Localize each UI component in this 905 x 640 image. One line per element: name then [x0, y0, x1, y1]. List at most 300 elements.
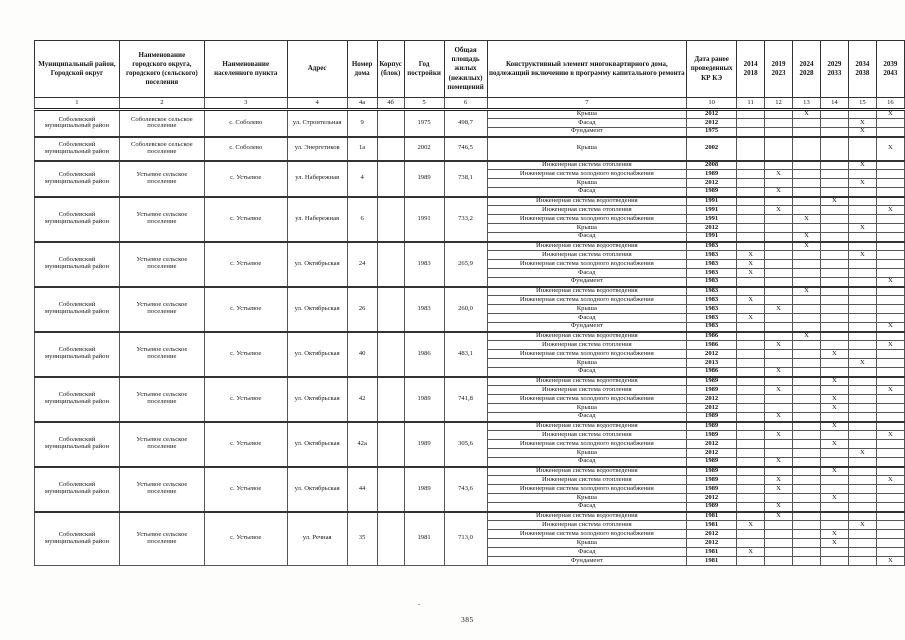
- period-mark-cell: [848, 260, 876, 269]
- period-mark-cell: [793, 395, 821, 404]
- period-mark-cell: X: [737, 251, 765, 260]
- period-mark-cell: [848, 557, 876, 566]
- period-mark-cell: [737, 359, 765, 368]
- period-mark-cell: X: [820, 467, 848, 476]
- period-mark-cell: [820, 278, 848, 287]
- locality-cell: с. Устьевое: [204, 512, 287, 566]
- repair-date-cell: 1991: [687, 197, 737, 206]
- period-mark-cell: [737, 503, 765, 512]
- period-mark-cell: [848, 494, 876, 503]
- repair-date-cell: 2008: [687, 161, 737, 170]
- period-mark-cell: [737, 197, 765, 206]
- period-mark-cell: [820, 386, 848, 395]
- repair-date-cell: 1989: [687, 170, 737, 179]
- period-mark-cell: [848, 512, 876, 521]
- period-mark-cell: [765, 521, 793, 530]
- period-mark-cell: [765, 548, 793, 557]
- structural-element-cell: Крыша: [487, 179, 687, 188]
- period-mark-cell: [820, 341, 848, 350]
- period-mark-cell: [793, 296, 821, 305]
- district-cell: Соболевский муниципальный район: [35, 512, 120, 566]
- period-mark-cell: X: [737, 296, 765, 305]
- repair-date-cell: 1991: [687, 215, 737, 224]
- period-mark-cell: X: [848, 161, 876, 170]
- address-cell: ул. Речная: [287, 512, 347, 566]
- header-block: Корпус (блок): [377, 41, 404, 98]
- repair-date-cell: 2012: [687, 449, 737, 458]
- structural-element-cell: Инженерная система холодного водоснабжения: [487, 260, 687, 269]
- period-mark-cell: [737, 350, 765, 359]
- structural-element-cell: Фасад: [487, 458, 687, 467]
- structural-element-cell: Фасад: [487, 368, 687, 377]
- house-number-cell: 4: [347, 161, 377, 197]
- page-number: 385: [461, 615, 474, 624]
- period-mark-cell: [793, 359, 821, 368]
- period-mark-cell: [737, 422, 765, 431]
- repair-date-cell: 2012: [687, 119, 737, 128]
- address-cell: ул. Октябрьская: [287, 467, 347, 512]
- repair-date-cell: 1983: [687, 305, 737, 314]
- period-mark-cell: [793, 530, 821, 539]
- period-mark-cell: [820, 128, 848, 137]
- structural-element-cell: Фасад: [487, 188, 687, 197]
- period-mark-cell: X: [820, 197, 848, 206]
- period-mark-cell: [793, 512, 821, 521]
- column-number-cell: 6: [444, 98, 487, 110]
- repair-date-cell: 1983: [687, 242, 737, 251]
- period-mark-cell: [765, 440, 793, 449]
- period-mark-cell: [820, 161, 848, 170]
- column-number-cell: 2: [119, 98, 204, 110]
- period-mark-cell: [737, 128, 765, 137]
- period-mark-cell: [820, 314, 848, 323]
- period-mark-cell: [737, 386, 765, 395]
- repair-date-cell: 1989: [687, 467, 737, 476]
- period-mark-cell: [876, 224, 904, 233]
- locality-cell: с. Устьевое: [204, 287, 287, 332]
- area-cell: 738,1: [444, 161, 487, 197]
- period-mark-cell: [848, 503, 876, 512]
- period-mark-cell: [737, 119, 765, 128]
- locality-cell: с. Устьевое: [204, 242, 287, 287]
- period-mark-cell: [765, 251, 793, 260]
- period-mark-cell: X: [820, 440, 848, 449]
- period-mark-cell: [876, 119, 904, 128]
- period-mark-cell: [793, 485, 821, 494]
- header-year-built: Год постройки: [404, 41, 444, 98]
- header-house: Номер дома: [347, 41, 377, 98]
- element-row: [35, 242, 905, 251]
- year-built-cell: 1989: [404, 161, 444, 197]
- header-period-2024-2028: 2024 2028: [793, 41, 821, 98]
- period-mark-cell: [765, 422, 793, 431]
- period-mark-cell: [793, 314, 821, 323]
- area-cell: 483,1: [444, 332, 487, 377]
- district-cell: Соболевский муниципальный район: [35, 242, 120, 287]
- period-mark-cell: [820, 269, 848, 278]
- locality-cell: с. Устьевое: [204, 422, 287, 467]
- period-mark-cell: X: [765, 368, 793, 377]
- locality-cell: с. Устьевое: [204, 467, 287, 512]
- repair-date-cell: 2012: [687, 395, 737, 404]
- structural-element-cell: Фундамент: [487, 557, 687, 566]
- period-mark-cell: X: [737, 260, 765, 269]
- period-mark-cell: [765, 233, 793, 242]
- locality-cell: с. Устьевое: [204, 197, 287, 242]
- repair-date-cell: 2012: [687, 530, 737, 539]
- settlement-cell: Соболевское сельское поселение: [119, 110, 204, 137]
- period-mark-cell: [820, 368, 848, 377]
- column-number-cell: 11: [737, 98, 765, 110]
- header-period-2039-2043: 2039 2043: [876, 41, 904, 98]
- period-mark-cell: [876, 368, 904, 377]
- address-cell: ул. Октябрьская: [287, 242, 347, 287]
- period-mark-cell: [876, 215, 904, 224]
- repair-date-cell: 2013: [687, 359, 737, 368]
- year-built-cell: 1983: [404, 287, 444, 332]
- period-mark-cell: [737, 494, 765, 503]
- period-mark-cell: [820, 476, 848, 485]
- period-mark-cell: X: [876, 137, 904, 161]
- structural-element-cell: Инженерная система холодного водоснабжения: [487, 485, 687, 494]
- element-row: [35, 161, 905, 170]
- repair-date-cell: 1981: [687, 557, 737, 566]
- district-cell: Соболевский муниципальный район: [35, 137, 120, 161]
- repair-date-cell: 1989: [687, 476, 737, 485]
- period-mark-cell: [848, 476, 876, 485]
- period-mark-cell: X: [765, 431, 793, 440]
- repair-date-cell: 1975: [687, 128, 737, 137]
- element-row: [35, 467, 905, 476]
- repair-date-cell: 1989: [687, 377, 737, 386]
- period-mark-cell: [765, 197, 793, 206]
- period-mark-cell: [848, 197, 876, 206]
- period-mark-cell: [793, 440, 821, 449]
- period-mark-cell: [876, 485, 904, 494]
- structural-element-cell: Фасад: [487, 314, 687, 323]
- period-mark-cell: [876, 242, 904, 251]
- header-repair-date: Дата ранее проведенных КР КЭ: [687, 41, 737, 98]
- period-mark-cell: X: [737, 269, 765, 278]
- column-number-cell: 12: [765, 98, 793, 110]
- table-body: [35, 110, 905, 566]
- period-mark-cell: [820, 224, 848, 233]
- structural-element-cell: Фундамент: [487, 128, 687, 137]
- structural-element-cell: Фундамент: [487, 323, 687, 332]
- structural-element-cell: Инженерная система холодного водоснабжения: [487, 350, 687, 359]
- element-row: [35, 137, 905, 161]
- period-mark-cell: [793, 494, 821, 503]
- repair-date-cell: 1989: [687, 458, 737, 467]
- structural-element-cell: Крыша: [487, 359, 687, 368]
- period-mark-cell: [793, 458, 821, 467]
- element-row: [35, 422, 905, 431]
- period-mark-cell: X: [848, 449, 876, 458]
- area-cell: 260,0: [444, 287, 487, 332]
- address-cell: ул. Октябрьская: [287, 332, 347, 377]
- district-cell: Соболевский муниципальный район: [35, 377, 120, 422]
- area-cell: 733,2: [444, 197, 487, 242]
- period-mark-cell: [820, 287, 848, 296]
- repair-date-cell: 1989: [687, 431, 737, 440]
- period-mark-cell: [876, 170, 904, 179]
- period-mark-cell: [765, 128, 793, 137]
- period-mark-cell: X: [765, 188, 793, 197]
- structural-element-cell: Инженерная система холодного водоснабжения: [487, 296, 687, 305]
- period-mark-cell: X: [876, 110, 904, 119]
- house-number-cell: 1а: [347, 137, 377, 161]
- structural-element-cell: Инженерная система водоотведения: [487, 512, 687, 521]
- period-mark-cell: [765, 287, 793, 296]
- area-cell: 713,0: [444, 512, 487, 566]
- area-cell: 741,8: [444, 377, 487, 422]
- period-mark-cell: [848, 188, 876, 197]
- period-mark-cell: [793, 305, 821, 314]
- period-mark-cell: [737, 215, 765, 224]
- repair-date-cell: 1983: [687, 323, 737, 332]
- repair-date-cell: 2012: [687, 224, 737, 233]
- period-mark-cell: [820, 188, 848, 197]
- period-mark-cell: [793, 128, 821, 137]
- header-settlement: Наименование городского округа, городского (сельского) поселения: [119, 41, 204, 98]
- address-cell: ул. Октябрьская: [287, 422, 347, 467]
- period-mark-cell: [876, 251, 904, 260]
- period-mark-cell: [793, 368, 821, 377]
- repair-date-cell: 1983: [687, 278, 737, 287]
- structural-element-cell: Инженерная система отопления: [487, 431, 687, 440]
- column-number-cell: 13: [793, 98, 821, 110]
- element-row: [35, 512, 905, 521]
- address-cell: ул. Набережная: [287, 197, 347, 242]
- structural-element-cell: Крыша: [487, 494, 687, 503]
- district-cell: Соболевский муниципальный район: [35, 467, 120, 512]
- structural-element-cell: Инженерная система холодного водоснабжения: [487, 170, 687, 179]
- period-mark-cell: [876, 521, 904, 530]
- period-mark-cell: [848, 314, 876, 323]
- period-mark-cell: X: [820, 350, 848, 359]
- column-number-cell: 4: [287, 98, 347, 110]
- block-cell: [377, 377, 404, 422]
- period-mark-cell: [737, 278, 765, 287]
- repair-date-cell: 2012: [687, 404, 737, 413]
- period-mark-cell: [793, 422, 821, 431]
- repair-date-cell: 2012: [687, 179, 737, 188]
- period-mark-cell: [876, 422, 904, 431]
- period-mark-cell: [876, 467, 904, 476]
- period-mark-cell: [737, 323, 765, 332]
- locality-cell: с. Устьевое: [204, 161, 287, 197]
- column-number-cell: 15: [848, 98, 876, 110]
- structural-element-cell: Инженерная система водоотведения: [487, 242, 687, 251]
- structural-element-cell: Инженерная система отопления: [487, 476, 687, 485]
- settlement-cell: Устьевое сельское поселение: [119, 332, 204, 377]
- period-mark-cell: [820, 503, 848, 512]
- period-mark-cell: [765, 278, 793, 287]
- repair-date-cell: 2012: [687, 350, 737, 359]
- period-mark-cell: [765, 323, 793, 332]
- period-mark-cell: [848, 350, 876, 359]
- column-number-cell: 14: [820, 98, 848, 110]
- structural-element-cell: Крыша: [487, 449, 687, 458]
- period-mark-cell: X: [876, 557, 904, 566]
- house-number-cell: 9: [347, 110, 377, 137]
- period-mark-cell: [765, 242, 793, 251]
- locality-cell: с. Соболево: [204, 137, 287, 161]
- period-mark-cell: [820, 251, 848, 260]
- year-built-cell: 1991: [404, 197, 444, 242]
- period-mark-cell: [737, 305, 765, 314]
- element-row: [35, 110, 905, 119]
- column-number-cell: 4а: [347, 98, 377, 110]
- period-mark-cell: [765, 224, 793, 233]
- period-mark-cell: [793, 476, 821, 485]
- period-mark-cell: [876, 233, 904, 242]
- repair-date-cell: 1989: [687, 503, 737, 512]
- period-mark-cell: [848, 332, 876, 341]
- period-mark-cell: [876, 269, 904, 278]
- period-mark-cell: [848, 206, 876, 215]
- repair-date-cell: 1981: [687, 521, 737, 530]
- period-mark-cell: [876, 449, 904, 458]
- repair-date-cell: 1983: [687, 251, 737, 260]
- period-mark-cell: [848, 431, 876, 440]
- house-number-cell: 6: [347, 197, 377, 242]
- area-cell: 498,7: [444, 110, 487, 137]
- period-mark-cell: [737, 440, 765, 449]
- repair-date-cell: 1983: [687, 260, 737, 269]
- period-mark-cell: [737, 512, 765, 521]
- structural-element-cell: Инженерная система водоотведения: [487, 422, 687, 431]
- header-structural-element: Конструктивный элемент многоквартирного дома, подлежащий включению в программу капитального ремонта: [487, 41, 687, 98]
- structural-element-cell: Инженерная система отопления: [487, 521, 687, 530]
- period-mark-cell: [737, 161, 765, 170]
- period-mark-cell: [765, 395, 793, 404]
- district-cell: Соболевский муниципальный район: [35, 422, 120, 467]
- period-mark-cell: [820, 242, 848, 251]
- capital-repair-program-table: [34, 40, 905, 566]
- period-mark-cell: [848, 395, 876, 404]
- period-mark-cell: [765, 269, 793, 278]
- repair-date-cell: 1986: [687, 341, 737, 350]
- period-mark-cell: [793, 449, 821, 458]
- period-mark-cell: [793, 377, 821, 386]
- settlement-cell: Устьевое сельское поселение: [119, 422, 204, 467]
- period-mark-cell: X: [765, 512, 793, 521]
- period-mark-cell: X: [876, 476, 904, 485]
- period-mark-cell: [793, 119, 821, 128]
- area-cell: 746,5: [444, 137, 487, 161]
- structural-element-cell: Крыша: [487, 539, 687, 548]
- house-number-cell: 24: [347, 242, 377, 287]
- period-mark-cell: [765, 119, 793, 128]
- element-row: [35, 377, 905, 386]
- settlement-cell: Устьевое сельское поселение: [119, 242, 204, 287]
- element-row: [35, 287, 905, 296]
- period-mark-cell: [876, 494, 904, 503]
- block-cell: [377, 242, 404, 287]
- period-mark-cell: [737, 404, 765, 413]
- period-mark-cell: [848, 458, 876, 467]
- column-number-cell: 5: [404, 98, 444, 110]
- repair-date-cell: 2012: [687, 539, 737, 548]
- element-row: [35, 197, 905, 206]
- repair-date-cell: 1989: [687, 413, 737, 422]
- locality-cell: с. Соболево: [204, 110, 287, 137]
- period-mark-cell: [820, 557, 848, 566]
- period-mark-cell: [876, 188, 904, 197]
- structural-element-cell: Инженерная система холодного водоснабжения: [487, 395, 687, 404]
- period-mark-cell: [820, 215, 848, 224]
- period-mark-cell: [848, 170, 876, 179]
- period-mark-cell: [793, 404, 821, 413]
- period-mark-cell: [820, 323, 848, 332]
- period-mark-cell: X: [820, 404, 848, 413]
- header-period-2034-2038: 2034 2038: [848, 41, 876, 98]
- structural-element-cell: Крыша: [487, 110, 687, 119]
- period-mark-cell: [737, 137, 765, 161]
- period-mark-cell: [876, 197, 904, 206]
- period-mark-cell: [737, 188, 765, 197]
- period-mark-cell: [848, 233, 876, 242]
- period-mark-cell: [793, 557, 821, 566]
- period-mark-cell: [820, 110, 848, 119]
- period-mark-cell: [848, 404, 876, 413]
- period-mark-cell: [820, 305, 848, 314]
- period-mark-cell: [820, 458, 848, 467]
- period-mark-cell: [876, 296, 904, 305]
- block-cell: [377, 161, 404, 197]
- column-number-cell: 3: [204, 98, 287, 110]
- period-mark-cell: [793, 386, 821, 395]
- period-mark-cell: [876, 512, 904, 521]
- period-mark-cell: [793, 197, 821, 206]
- period-mark-cell: [793, 161, 821, 170]
- district-cell: Соболевский муниципальный район: [35, 332, 120, 377]
- period-mark-cell: [737, 224, 765, 233]
- structural-element-cell: Фасад: [487, 269, 687, 278]
- structural-element-cell: Инженерная система отопления: [487, 341, 687, 350]
- period-mark-cell: X: [848, 128, 876, 137]
- period-mark-cell: [848, 110, 876, 119]
- period-mark-cell: [793, 539, 821, 548]
- period-mark-cell: X: [793, 215, 821, 224]
- structural-element-cell: Инженерная система холодного водоснабжения: [487, 530, 687, 539]
- period-mark-cell: [876, 332, 904, 341]
- period-mark-cell: X: [876, 206, 904, 215]
- period-mark-cell: [848, 269, 876, 278]
- repair-date-cell: 1989: [687, 485, 737, 494]
- block-cell: [377, 110, 404, 137]
- address-cell: ул. Набережная: [287, 161, 347, 197]
- period-mark-cell: [793, 170, 821, 179]
- settlement-cell: Устьевое сельское поселение: [119, 512, 204, 566]
- period-mark-cell: [737, 431, 765, 440]
- period-mark-cell: X: [737, 548, 765, 557]
- period-mark-cell: X: [737, 521, 765, 530]
- district-cell: Соболевский муниципальный район: [35, 197, 120, 242]
- period-mark-cell: [876, 548, 904, 557]
- structural-element-cell: Крыша: [487, 305, 687, 314]
- address-cell: ул. Строительная: [287, 110, 347, 137]
- period-mark-cell: [820, 485, 848, 494]
- repair-date-cell: 1991: [687, 233, 737, 242]
- period-mark-cell: [848, 323, 876, 332]
- settlement-cell: Устьевое сельское поселение: [119, 161, 204, 197]
- settlement-cell: Устьевое сельское поселение: [119, 377, 204, 422]
- period-mark-cell: [848, 242, 876, 251]
- repair-date-cell: 1983: [687, 269, 737, 278]
- structural-element-cell: Инженерная система отопления: [487, 386, 687, 395]
